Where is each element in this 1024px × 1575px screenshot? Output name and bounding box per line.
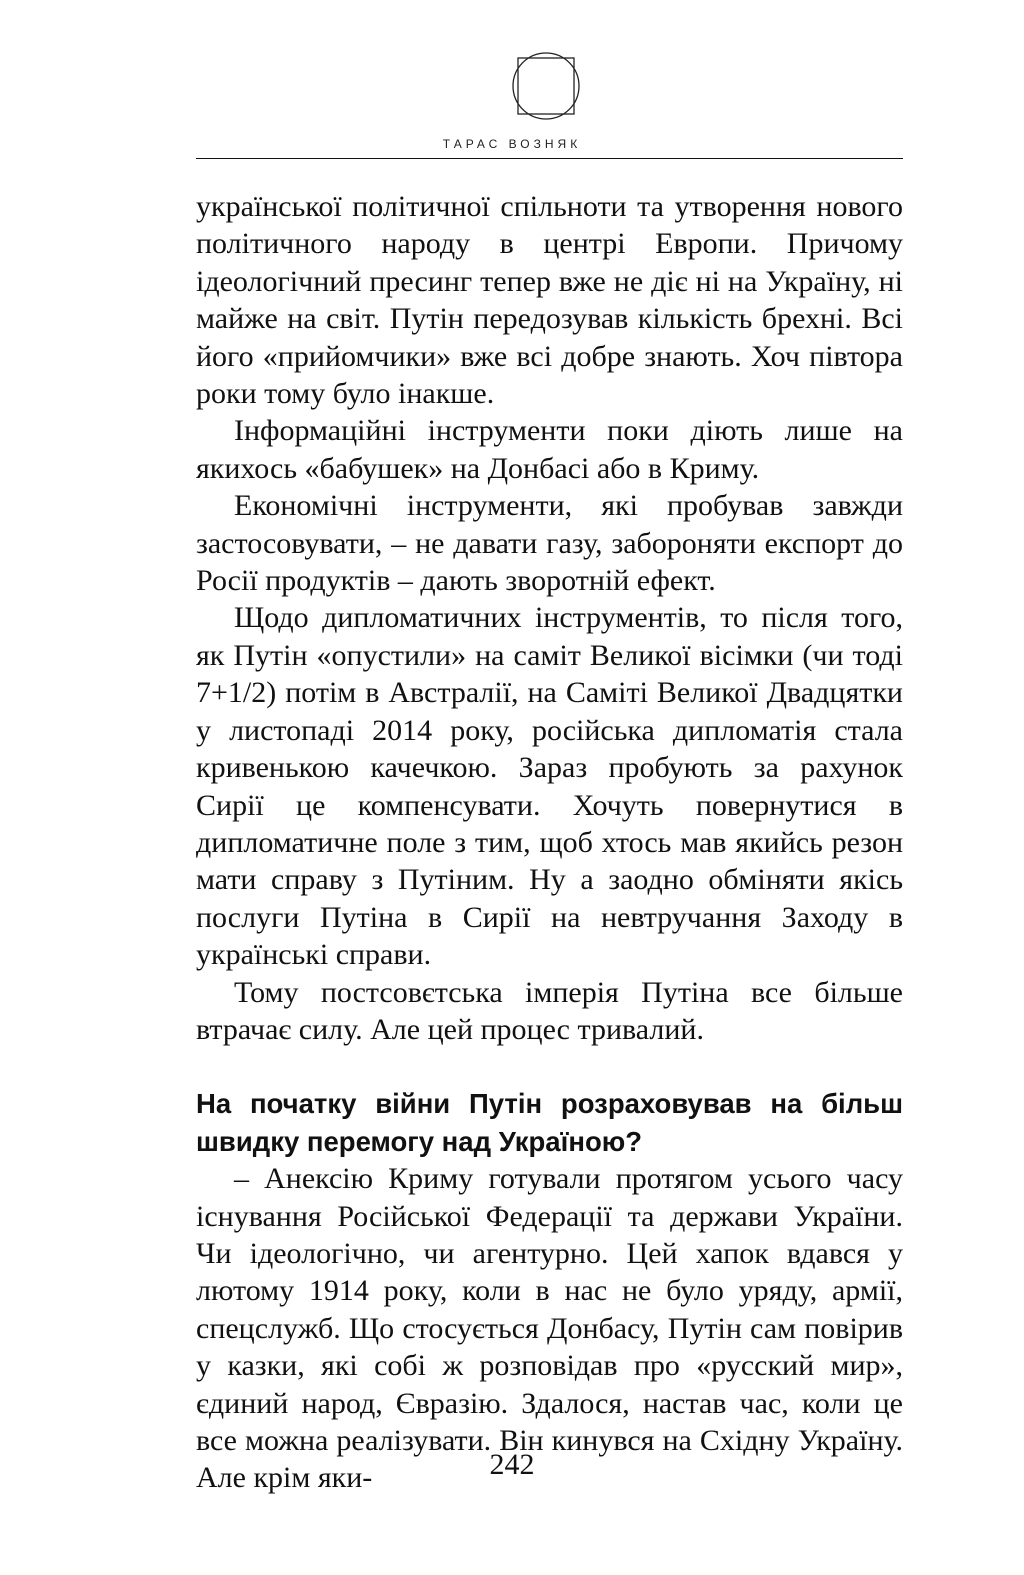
page-body	[196, 188, 903, 1497]
page-number: 242	[489, 1448, 535, 1481]
paragraph-5: Тому постсовєтська імперія Путіна все більше втрачає силу. Але цей процес тривалий.	[196, 975, 903, 1046]
running-header-author: ТАРАС ВОЗНЯК	[442, 137, 582, 151]
paragraph-1: української політичної спільноти та утворення нового політичного народу в центрі Европи. Причому ідеологічний пресинг тепер вже не діє ні на Україну, ні майже на світ. Путін передозував кількість брехні. Всі його «прийомчики» вже всі добре знають. Хоч півтора роки тому було інакше.	[196, 190, 903, 411]
paragraph-4: Щодо дипломатичних інструментів, то після того, як Путін «опустили» на саміт Великої вісімки (чи тоді 7+1/2) потім в Австралії, на Саміті Великої Двадцятки у листопаді 2014 року, російська дипломатія стала кривенькою качечкою. Зараз пробують за рахунок Сирії це компенсувати. Хочуть повернутися в дипломатичне поле з тим, щоб хтось мав якийсь резон мати справу з Путіним. Ну а заодно обміняти якісь послуги Путіна в Сирії на невтручання Заходу в українські справи.	[196, 601, 903, 972]
circle-square-logo-icon	[511, 49, 581, 123]
paragraph-2: Інформаційні інструменти поки діють лише на якихось «бабушек» на Донбасі або в Криму.	[196, 414, 903, 485]
answer-paragraph: – Анексію Криму готували протягом усього часу існування Російської Федерації та держави України. Чи ідеологічно, чи агентурно. Цей хапок вдався у лютому 1914 року, коли в нас не було уряду, армії, спецслужб. Що стосується Донбасу, Путін сам повірив у казки, які собі ж розповідав про «русский мир», єдиний народ, Євразію. Здалося, настав час, коли це все можна реалізувати. Він кинувся на Східну Україну. Але крім яки-	[196, 1162, 903, 1495]
header-divider	[196, 158, 903, 159]
paragraph-3: Економічні інструменти, які пробував завжди застосовувати, – не давати газу, забороняти експорт до Росії продуктів – дають зворотній ефект.	[196, 489, 903, 598]
interview-question: На початку війни Путін розраховував на більш швидку перемогу над Україною?	[196, 1088, 903, 1157]
